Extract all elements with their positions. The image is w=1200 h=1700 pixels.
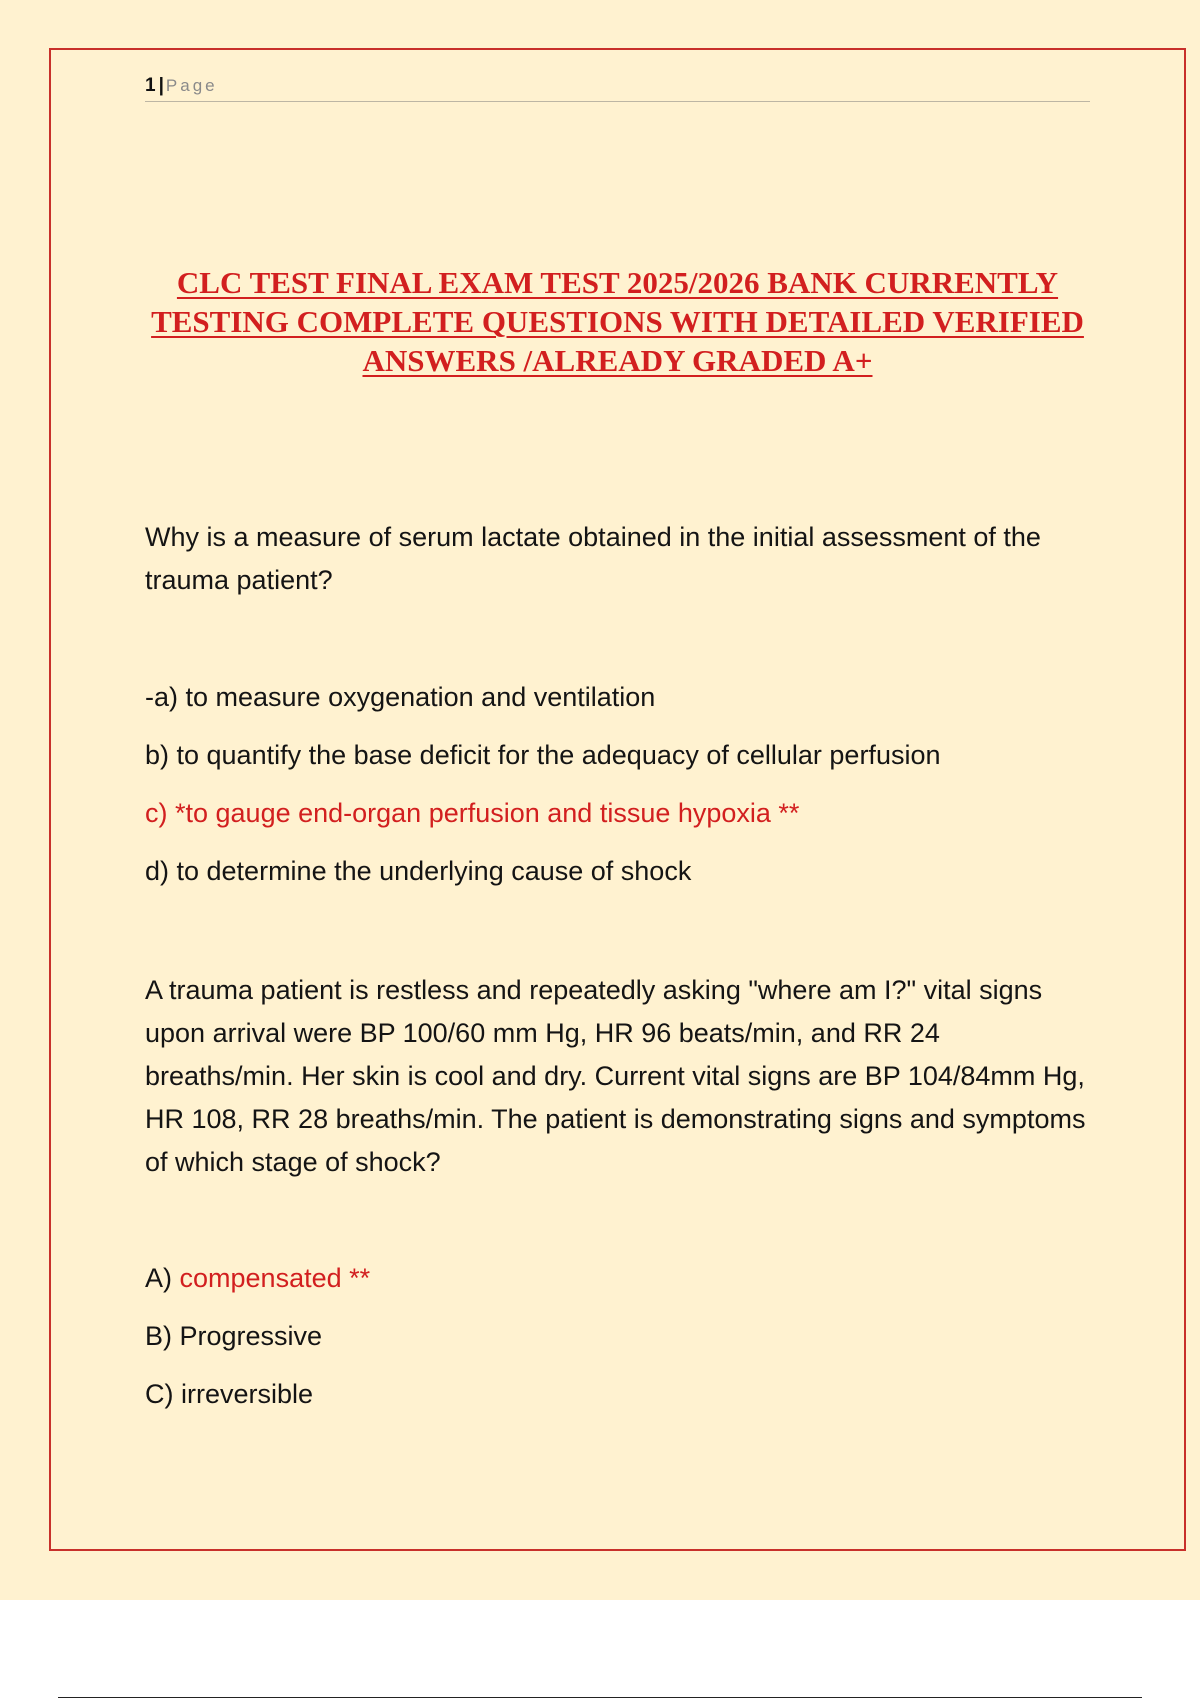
question-1-options bbox=[145, 668, 1090, 900]
document-title: CLC TEST FINAL EXAM TEST 2025/2026 BANK CURRENTLY TESTING COMPLETE QUESTIONS WITH DETAILED VERIFIED ANSWERS /ALREADY GRADED A+ bbox=[151, 265, 1084, 378]
page-header bbox=[145, 74, 1090, 102]
question-1-option-a: -a) to measure oxygenation and ventilation bbox=[145, 682, 656, 712]
question-1-option-c-correct: c) *to gauge end-organ perfusion and tissue hypoxia ** bbox=[145, 798, 800, 828]
question-2-option-a-prefix: A) bbox=[145, 1263, 180, 1293]
footer-rule bbox=[58, 1697, 1142, 1698]
question-1-text: Why is a measure of serum lactate obtained in the initial assessment of the trauma patient? bbox=[145, 522, 1041, 595]
question-2-option-a-correct-answer: compensated ** bbox=[179, 1263, 371, 1293]
question-2-option-c: C) irreversible bbox=[145, 1379, 314, 1409]
question-2-option-b: B) Progressive bbox=[145, 1321, 323, 1351]
page-label: Page bbox=[165, 76, 218, 95]
question-2-options bbox=[145, 1249, 1090, 1423]
question-2-option-a bbox=[145, 1249, 1090, 1307]
question-1-option-d: d) to determine the underlying cause of shock bbox=[145, 856, 692, 886]
page-number: 1 bbox=[145, 75, 156, 96]
question-1-option-b: b) to quantify the base deficit for the adequacy of cellular perfusion bbox=[145, 740, 941, 770]
page-separator: | bbox=[158, 75, 164, 96]
question-2-text: A trauma patient is restless and repeatedly asking "where am I?" vital signs upon arrival were BP 100/60 mm Hg, HR 96 beats/min, and RR 24 breaths/min. Her skin is cool and dry. Current vital signs are BP 104/84mm Hg, HR 108, RR 28 breaths/min. The patient is demonstrating signs and symptoms of which stage of shock? bbox=[145, 975, 1086, 1177]
